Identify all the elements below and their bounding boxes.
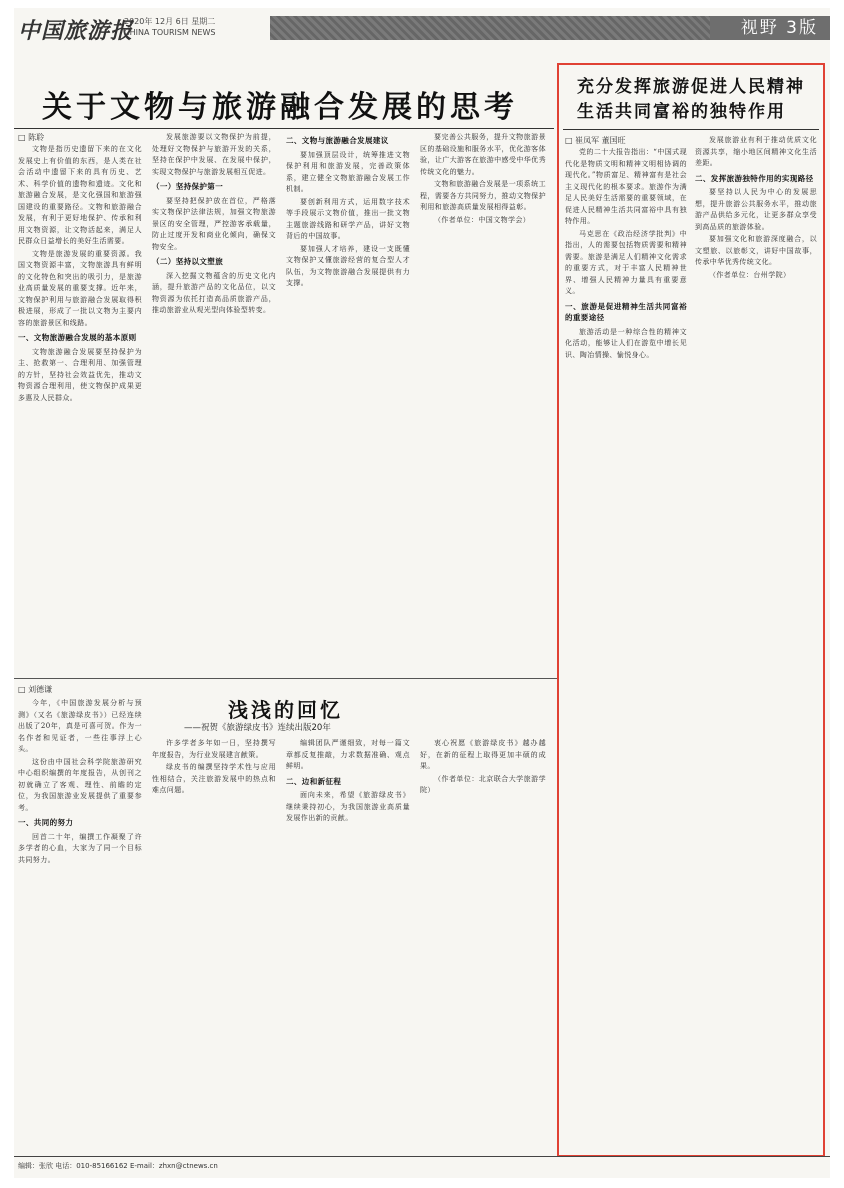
main-article-byline: □ 陈聆 (18, 133, 45, 142)
main-article-column-3 (286, 132, 410, 674)
paragraph: 要加强文化和旅游深度融合，以文塑旅、以旅彰文，讲好中国故事，传承中华优秀传统文化。 (695, 235, 817, 266)
paragraph: 衷心祝愿《旅游绿皮书》越办越好，在新的征程上取得更加丰硕的成果。 (420, 739, 546, 770)
newspaper-page (14, 8, 830, 1178)
paragraph: 许多学者多年如一日，坚持撰写年度报告，为行业发展建言献策。 (152, 739, 276, 759)
author-note: （作者单位：中国文物学会） (434, 215, 531, 224)
second-article-column-1 (18, 698, 142, 1148)
section-heading: 一、文物旅游融合发展的基本原则 (18, 333, 137, 342)
author-note: （作者单位：台州学院） (709, 270, 791, 279)
paragraph: 要加强人才培养，建设一支既懂文物保护又懂旅游经营的复合型人才队伍，为文物旅游融合发展提供有力支撑。 (286, 244, 410, 287)
section-heading: 一、旅游是促进精神生活共同富裕的重要途径 (565, 301, 687, 322)
second-article-byline: □ 刘德谦 (18, 685, 53, 694)
footer-rule (14, 1156, 830, 1157)
paragraph: 党的二十大报告指出：“中国式现代化是物质文明和精神文明相协调的现代化。”物质富足、精神富有是社会主义现代化的根本要求。旅游作为满足人民美好生活需要的重要领域，在促进人民精神生活共同富裕中具有独特作用。 (565, 148, 687, 225)
paragraph: 文物是旅游发展的重要资源。我国文物资源丰富，文物旅游具有鲜明的文化特色和突出的吸引力，是旅游业高质量发展的重要支撑。近年来，文物保护利用与旅游融合发展取得积极进展，形成了一批以文物为主要内容的旅游景区和线路。 (18, 249, 142, 327)
main-article-title: 关于文物与旅游融合发展的思考 (42, 90, 518, 125)
right-article-column-1 (565, 147, 687, 1147)
main-article-column-4 (420, 132, 546, 674)
paragraph: 要完善公共服务，提升文物旅游景区的基础设施和服务水平，优化游客体验，让广大游客在旅游中感受中华优秀传统文化的魅力。 (420, 133, 546, 176)
section-heading: 二、文物与旅游融合发展建议 (286, 136, 389, 145)
section-heading: 二、边和新征程 (286, 776, 342, 786)
paragraph: 文物和旅游融合发展是一项系统工程，需要各方共同努力，推动文物保护利用和旅游高质量发展相得益彰。 (420, 180, 546, 211)
paragraph: 这份由中国社会科学院旅游研究中心组织编撰的年度报告，从创刊之初就确立了客观、理性、前瞻的定位，为我国旅游业发展提供了重要参考。 (18, 757, 142, 812)
main-article-column-2 (152, 132, 276, 674)
right-article-frame (557, 63, 825, 1157)
section-band-pattern (270, 16, 710, 40)
second-article-title: 浅浅的回忆 (228, 698, 343, 722)
right-article-column-2 (695, 135, 817, 1147)
paragraph: 面向未来，希望《旅游绿皮书》继续秉持初心，为我国旅游业高质量发展作出新的贡献。 (286, 791, 410, 822)
paragraph: 今年，《中国旅游发展分析与预测》（又名《旅游绿皮书》）已经连续出版了20年，真是可喜可贺。作为一名作者和见证者，一些往事浮上心头。 (18, 699, 142, 753)
main-article-column-1 (18, 144, 142, 674)
newspaper-logo: 中国旅游报 (18, 18, 134, 44)
section-heading: 一、共同的努力 (18, 818, 74, 827)
section-heading: （一）坚持保护第一 (152, 182, 224, 191)
paragraph: 马克思在《政治经济学批判》中指出，人的需要包括物质需要和精神需要。旅游是满足人们精神文化需求的重要方式，对于丰富人民精神世界、增强人民精神力量具有重要意义。 (565, 229, 687, 295)
article-divider (14, 678, 559, 679)
issue-date: 2020年 12月 6日 星期二 (124, 17, 216, 26)
paragraph: 要加强顶层设计，统筹推进文物保护利用和旅游发展，完善政策体系，建立健全文物旅游融合发展工作机制。 (286, 150, 410, 193)
author-note: （作者单位：北京联合大学旅游学院） (420, 774, 546, 794)
paragraph: 发展旅游要以文物保护为前提，处理好文物保护与旅游开发的关系，坚持在保护中发展、在发展中保护，实现文物保护与旅游发展相互促进。 (152, 133, 276, 176)
second-article-column-2 (152, 738, 276, 1148)
date-block (124, 16, 215, 38)
section-label: 视野 3版 (740, 18, 818, 38)
paragraph: 绿皮书的编撰坚持学术性与应用性相结合，关注旅游发展中的热点和难点问题。 (152, 763, 276, 794)
paragraph: 编辑团队严谨细致，对每一篇文章都反复推敲，力求数据准确、观点鲜明。 (286, 739, 410, 770)
paper-name-en: CHINA TOURISM NEWS (124, 28, 216, 37)
right-article-byline: □ 崔凤军 董国旺 (565, 136, 626, 145)
paragraph: 深入挖掘文物蕴含的历史文化内涵，提升旅游产品的文化品位，以文物资源为依托打造高品质旅游产品，推动旅游业从观光型向体验型转变。 (152, 271, 276, 314)
paragraph: 旅游活动是一种综合性的精神文化活动，能够让人们在游览中增长见识、陶冶情操、愉悦身心。 (565, 327, 687, 359)
footer-editor-info: 编辑：张欣 电话：010-85166162 E-mail：zhxn@ctnews.cn (18, 1162, 218, 1170)
section-heading: （二）坚持以文塑旅 (152, 257, 224, 266)
paragraph: 要创新利用方式，运用数字技术等手段展示文物价值，推出一批文物主题旅游线路和研学产品，讲好文物背后的中国故事。 (286, 197, 410, 240)
paragraph: 要坚持把保护放在首位，严格落实文物保护法律法规，加强文物旅游景区的安全管理，严控游客承载量，防止过度开发和商业化倾向，确保文物安全。 (152, 196, 276, 251)
masthead (14, 8, 830, 48)
right-article-title: 充分发挥旅游促进人民精神生活共同富裕的独特作用 (577, 77, 805, 122)
paragraph: 回首二十年，编撰工作凝聚了许多学者的心血，大家为了同一个目标共同努力。 (18, 832, 142, 864)
second-article-subtitle: ——祝贺《旅游绿皮书》连续出版20年 (184, 723, 331, 733)
paragraph: 发展旅游业有利于推动优质文化资源共享，缩小地区间精神文化生活差距。 (695, 136, 817, 167)
second-article-column-4 (420, 738, 546, 1148)
paragraph: 文物是指历史遗留下来的在文化发展史上有价值的东西，是人类在社会活动中遗留下来的具有历史、艺术、科学价值的遗物和遗迹。文化和旅游融合发展，是文化强国和旅游强国建设的重要路径。文物和旅游融合发展，有利于更好地保护、传承和利用文物资源，让文物活起来，满足人民群众日益增长的美好生活需要。 (18, 145, 142, 245)
right-title-rule (563, 129, 819, 130)
paragraph: 要坚持以人民为中心的发展思想，提升旅游公共服务水平，推动旅游产品供给多元化，让更多群众享受到高品质的旅游体验。 (695, 188, 817, 231)
section-heading: 二、发挥旅游独特作用的实现路径 (695, 173, 814, 183)
second-article-column-3 (286, 738, 410, 1148)
title-rule (14, 128, 554, 129)
paragraph: 文物旅游融合发展要坚持保护为主、抢救第一、合理利用、加强管理的方针，坚持社会效益优先，推动文物资源合理利用，使文物保护成果更多惠及人民群众。 (18, 347, 142, 402)
